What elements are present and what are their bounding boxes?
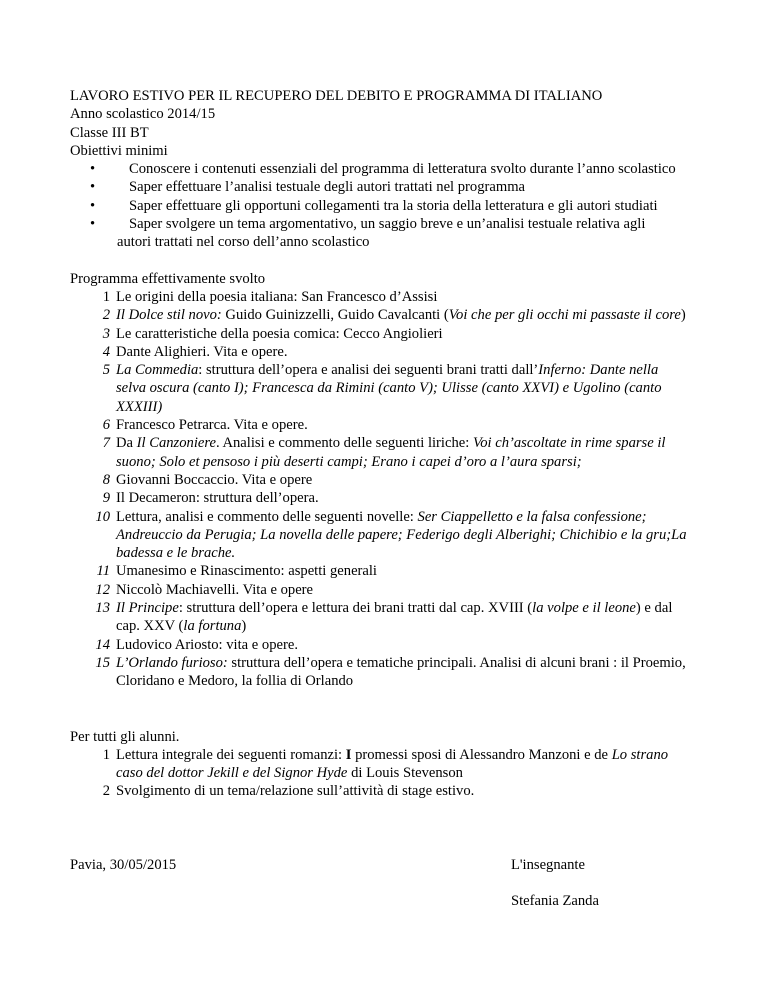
task-item: 2 Svolgimento di un tema/relazione sull’attività di stage estivo.	[102, 783, 475, 800]
teacher-name: Stefania Zanda	[511, 892, 599, 909]
objective-item: • Saper effettuare gli opportuni collegamenti tra la storia della letteratura e gli autori studiati	[90, 197, 658, 214]
program-item: 12 Niccolò Machiavelli. Vita e opere	[95, 581, 314, 598]
program-item: 9 Il Decameron: struttura dell’opera.	[102, 490, 319, 507]
document-title: LAVORO ESTIVO PER IL RECUPERO DEL DEBITO E PROGRAMMA DI ITALIANO	[70, 88, 603, 104]
teacher-row	[70, 892, 690, 910]
program-item: 5 La Commedia: struttura dell’opera e analisi dei seguenti brani tratti dall’Inferno: Dante nella selva oscura (canto I); Francesca da Rimini (canto V); Ulisse (canto XXVI) e Ugolino (canto XXXIII)	[102, 362, 662, 415]
program-heading: Programma effettivamente svolto	[70, 270, 266, 287]
school-year: Anno scolastico 2014/15	[70, 106, 216, 123]
objective-item: • Saper effettuare l’analisi testuale degli autori trattati nel programma	[90, 179, 526, 196]
all-students-list	[70, 746, 690, 801]
objectives-list	[70, 160, 690, 251]
program-item: 13 Il Principe: struttura dell’opera e lettura dei brani tratti dal cap. XVIII (la volpe e il leone) e dal cap. XXV (la fortuna)	[95, 600, 673, 635]
program-item: 7 Da Il Canzoniere. Analisi e commento delle seguenti liriche: Voi ch’ascoltate in rime sparse il suono; Solo et pensoso i più deserti campi; Erano i capei d’oro a l’aura sparsi;	[102, 435, 666, 470]
objective-item: • Saper svolgere un tema argomentativo, un saggio breve e un’analisi testuale relativa agli autori trattati nel corso dell’anno scolastico	[90, 216, 646, 251]
program-item: 15 L’Orlando furioso: struttura dell’opera e tematiche principali. Analisi di alcuni brani : il Proemio, Cloridano e Medoro, la follia di Orlando	[95, 654, 686, 690]
signature-row	[70, 856, 690, 874]
bullet-icon: •	[90, 197, 96, 214]
bullet-icon: •	[90, 216, 96, 233]
class-name: Classe III BT	[70, 124, 149, 141]
program-item: 14 Ludovico Ariosto: vita e opere.	[95, 636, 298, 653]
program-item: 1 Le origini della poesia italiana: San Francesco d’Assisi	[102, 288, 438, 305]
document-body	[70, 87, 690, 910]
program-item: 4 Dante Alighieri. Vita e opere.	[102, 343, 288, 360]
place-date: Pavia, 30/05/2015	[70, 856, 177, 873]
task-item: 1 Lettura integrale dei seguenti romanzi: I promessi sposi di Alessandro Manzoni e de Lo strano caso del dottor Jekill e del Signor Hyde di Louis Stevenson	[102, 746, 669, 782]
program-item: 10 Lettura, analisi e commento delle seguenti novelle: Ser Ciappelletto e la falsa confessione; Andreuccio da Perugia; La novella delle papere; Federigo degli Alberighi; Chichibio e la gru;La badessa e le brache.	[95, 508, 687, 562]
program-item: 6 Francesco Petrarca. Vita e opere.	[102, 417, 308, 434]
program-item: 8 Giovanni Boccaccio. Vita e opere	[102, 471, 313, 488]
objectives-heading: Obiettivi minimi	[70, 142, 168, 159]
program-item: 11 Umanesimo e Rinascimento: aspetti generali	[96, 563, 377, 580]
program-item: 3 Le caratteristiche della poesia comica: Cecco Angiolieri	[102, 325, 443, 342]
all-students-heading: Per tutti gli alunni.	[70, 728, 180, 745]
program-item: 2 Il Dolce stil novo: Guido Guinizzelli, Guido Cavalcanti (Voi che per gli occhi mi passaste il core)	[102, 307, 686, 324]
bullet-icon: •	[90, 161, 96, 178]
bullet-icon: •	[90, 179, 96, 196]
objective-item: • Conoscere i contenuti essenziali del programma di letteratura svolto durante l’anno scolastico	[90, 161, 676, 178]
teacher-role: L'insegnante	[511, 856, 585, 873]
program-list	[70, 288, 690, 691]
